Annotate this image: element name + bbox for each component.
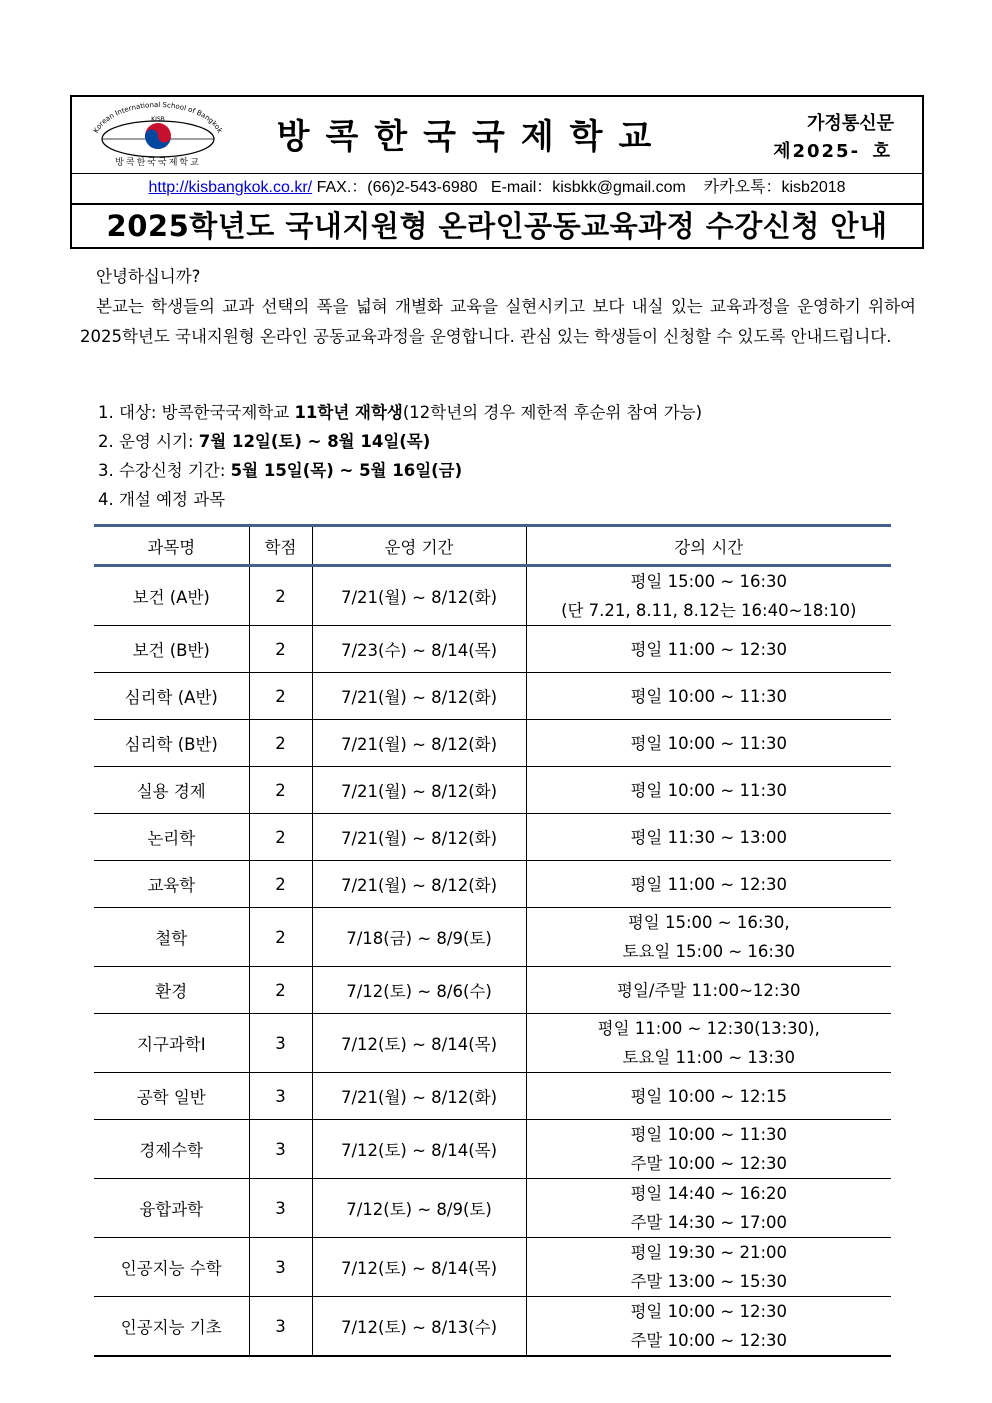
table-row: [94, 767, 891, 814]
time-line: 평일 11:30 ~ 13:00: [630, 827, 788, 847]
time-line: 주말 10:00 ~ 12:30: [630, 1154, 788, 1173]
issue-value: 2025-: [792, 141, 861, 162]
table-row: [94, 861, 891, 908]
cell-credit: 3: [249, 1297, 312, 1357]
cell-subject: 지구과학Ⅰ: [94, 1014, 249, 1073]
time-line: 주말 10:00 ~ 12:30: [630, 1331, 788, 1350]
cell-time: [526, 720, 891, 767]
cell-period: 7/21(월) ~ 8/12(화): [312, 566, 526, 626]
time-line: 평일 10:00 ~ 12:15: [630, 1086, 788, 1106]
cell-credit: 2: [249, 967, 312, 1014]
list-item: 1. 대상: 방콕한국국제학교 11학년 재학생(12학년의 경우 제한적 후순위 참여 가능): [98, 403, 703, 422]
list-item: 3. 수강신청 기간: 5월 15일(목) ~ 5월 16일(금): [98, 461, 463, 480]
cell-subject: 실용 경제: [94, 767, 249, 814]
header-credit: 학점: [249, 526, 312, 566]
time-line: 토요일 11:00 ~ 13:30: [622, 1048, 795, 1067]
cell-period: 7/21(월) ~ 8/12(화): [312, 767, 526, 814]
time-line: 평일 14:40 ~ 16:20: [630, 1184, 788, 1203]
newsletter-header: [70, 95, 924, 249]
cell-time: [526, 908, 891, 967]
cell-time: [526, 673, 891, 720]
time-line: 평일 10:00 ~ 12:30: [630, 1302, 788, 1321]
table-row: [94, 967, 891, 1014]
school-name: 방콕한국국제학교: [276, 117, 668, 157]
intro-body: 본교는 학생들의 교과 선택의 폭을 넓혀 개별화 교육을 실현시키고 보다 내실 있는 교육과정을 운영하기 위하여 2025학년도 국내지원형 온라인 공동교육과정을 운영합니다. 관심 있는 학생들이 신청할 수 있도록 안내드립니다.: [80, 297, 916, 346]
logo-badge: KISB: [151, 116, 165, 123]
cell-time: [526, 1120, 891, 1179]
time-line: 평일 10:00 ~ 11:30: [630, 733, 788, 753]
cell-credit: 2: [249, 908, 312, 967]
cell-subject: 논리학: [94, 814, 249, 861]
newsletter-label: 가정통신문: [807, 113, 894, 134]
kakao: 카카오톡：kisb2018: [703, 179, 846, 196]
cell-subject: 경제수학: [94, 1120, 249, 1179]
time-line: 평일 11:00 ~ 12:30: [630, 874, 788, 894]
cell-time: [526, 626, 891, 673]
cell-time: [526, 1073, 891, 1120]
cell-period: 7/12(토) ~ 8/9(토): [312, 1179, 526, 1238]
cell-credit: 3: [249, 1073, 312, 1120]
cell-time: [526, 861, 891, 908]
time-line: 주말 13:00 ~ 15:30: [630, 1272, 788, 1291]
time-line: 평일/주말 11:00~12:30: [617, 980, 801, 1000]
header-top-row: [72, 97, 922, 174]
cell-subject: 보건 (B반): [94, 626, 249, 673]
logo-bottom-text: 방콕한국국제학교: [115, 158, 201, 168]
table-header-row: [94, 526, 891, 566]
time-line: 주말 14:30 ~ 17:00: [630, 1213, 788, 1232]
cell-time: [526, 814, 891, 861]
cell-time: [526, 767, 891, 814]
email: E-mail：kisbkk@gmail.com: [490, 179, 686, 196]
cell-credit: 3: [249, 1120, 312, 1179]
table-row: [94, 720, 891, 767]
cell-period: 7/12(토) ~ 8/14(목): [312, 1014, 526, 1073]
cell-period: 7/12(토) ~ 8/14(목): [312, 1120, 526, 1179]
time-line: 평일 15:00 ~ 16:30,: [627, 913, 790, 932]
time-line: 평일 11:00 ~ 12:30(13:30),: [597, 1019, 820, 1038]
contact-row: [72, 173, 922, 205]
cell-period: 7/21(월) ~ 8/12(화): [312, 814, 526, 861]
cell-time: [526, 1014, 891, 1073]
cell-period: 7/12(토) ~ 8/13(수): [312, 1297, 526, 1357]
cell-subject: 융합과학: [94, 1179, 249, 1238]
cell-credit: 2: [249, 861, 312, 908]
cell-subject: 철학: [94, 908, 249, 967]
cell-credit: 2: [249, 673, 312, 720]
cell-subject: 보건 (A반): [94, 566, 249, 626]
cell-subject: 인공지능 수학: [94, 1238, 249, 1297]
cell-time: [526, 967, 891, 1014]
cell-period: 7/18(금) ~ 8/9(토): [312, 908, 526, 967]
list-item: 4. 개설 예정 과목: [98, 490, 226, 509]
cell-credit: 2: [249, 566, 312, 626]
table-row: [94, 908, 891, 967]
school-logo: [78, 101, 238, 169]
list-item: 2. 운영 시기: 7월 12일(토) ~ 8월 14일(목): [98, 432, 431, 451]
table-row: [94, 626, 891, 673]
time-line: (단 7.21, 8.11, 8.12는 16:40~18:10): [561, 601, 857, 620]
time-line: 토요일 15:00 ~ 16:30: [622, 942, 795, 961]
fax: FAX.：(66)2-543-6980: [316, 179, 478, 196]
cell-credit: 2: [249, 767, 312, 814]
cell-subject: 교육학: [94, 861, 249, 908]
cell-credit: 3: [249, 1179, 312, 1238]
time-line: 평일 15:00 ~ 16:30: [630, 572, 788, 591]
cell-subject: 심리학 (A반): [94, 673, 249, 720]
cell-period: 7/23(수) ~ 8/14(목): [312, 626, 526, 673]
cell-subject: 환경: [94, 967, 249, 1014]
intro-section: [80, 262, 916, 352]
cell-subject: 심리학 (B반): [94, 720, 249, 767]
cell-subject: 공학 일반: [94, 1073, 249, 1120]
table-row: [94, 1297, 891, 1357]
time-line: 평일 10:00 ~ 11:30: [630, 780, 788, 800]
cell-time: [526, 1238, 891, 1297]
table-row: [94, 1120, 891, 1179]
time-line: 평일 11:00 ~ 12:30: [630, 639, 788, 659]
cell-time: [526, 1179, 891, 1238]
info-list: [98, 398, 702, 514]
cell-credit: 2: [249, 626, 312, 673]
table-row: [94, 566, 891, 626]
document-title: 2025학년도 국내지원형 온라인공동교육과정 수강신청 안내: [106, 209, 888, 243]
cell-period: 7/12(토) ~ 8/14(목): [312, 1238, 526, 1297]
table-row: [94, 673, 891, 720]
website-link[interactable]: http://kisbangkok.co.kr/: [148, 179, 313, 196]
greeting: 안녕하십니까?: [96, 267, 201, 286]
header-time: 강의 시간: [526, 526, 891, 566]
table-row: [94, 1073, 891, 1120]
cell-credit: 2: [249, 720, 312, 767]
header-subject: 과목명: [94, 526, 249, 566]
table-row: [94, 1014, 891, 1073]
issue-number: [773, 137, 892, 163]
cell-period: 7/21(월) ~ 8/12(화): [312, 720, 526, 767]
cell-credit: 3: [249, 1014, 312, 1073]
cell-credit: 2: [249, 814, 312, 861]
time-line: 평일 10:00 ~ 11:30: [630, 686, 788, 706]
course-table: [94, 524, 891, 1357]
header-period: 운영 기간: [312, 526, 526, 566]
cell-time: [526, 566, 891, 626]
logo-ring-text: Korean International School of Bangkok: [92, 101, 224, 135]
cell-subject: 인공지능 기초: [94, 1297, 249, 1357]
cell-period: 7/21(월) ~ 8/12(화): [312, 1073, 526, 1120]
cell-period: 7/12(토) ~ 8/6(수): [312, 967, 526, 1014]
cell-period: 7/21(월) ~ 8/12(화): [312, 861, 526, 908]
table-row: [94, 1179, 891, 1238]
time-line: 평일 19:30 ~ 21:00: [630, 1243, 788, 1262]
cell-credit: 3: [249, 1238, 312, 1297]
cell-time: [526, 1297, 891, 1357]
table-row: [94, 814, 891, 861]
table-row: [94, 1238, 891, 1297]
issue-suffix: 호: [872, 141, 892, 162]
time-line: 평일 10:00 ~ 11:30: [630, 1125, 788, 1144]
cell-period: 7/21(월) ~ 8/12(화): [312, 673, 526, 720]
issue-prefix: 제: [773, 141, 793, 162]
